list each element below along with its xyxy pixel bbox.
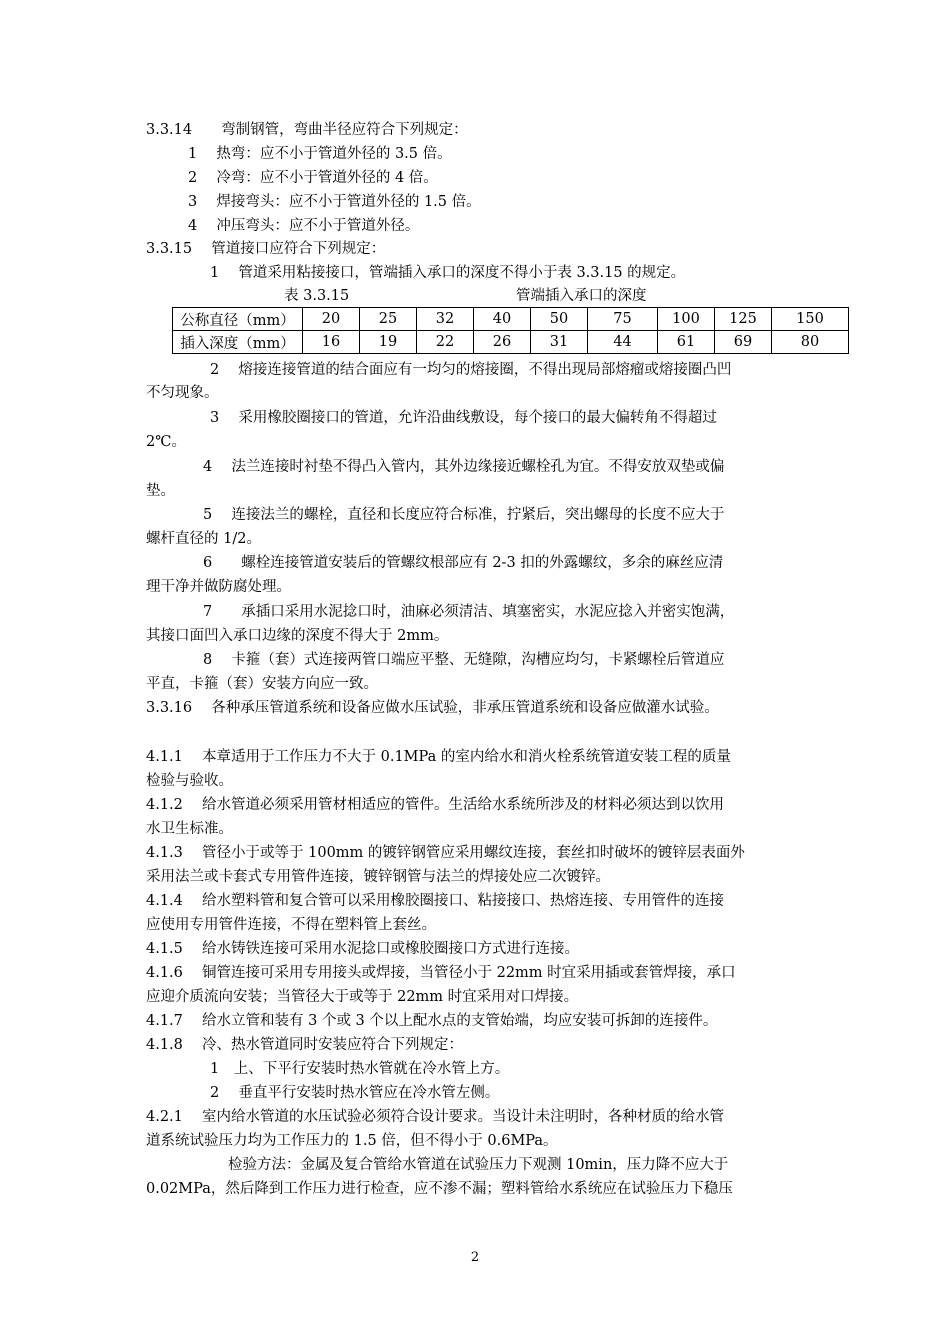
table-cell: 20 (303, 308, 360, 331)
text-line: 4.1.6 铜管连接可采用专用接头或焊接，当管径小于 22mm 时宜采用插或套管焊接，承口 (146, 965, 736, 981)
text-line: 3 采用橡胶圈接口的管道，允许沿曲线敷设，每个接口的最大偏转角不得超过 (210, 410, 717, 426)
text-line: 1 管道采用粘接接口，管端插入承口的深度不得小于表 3.3.15 的规定。 (210, 265, 686, 281)
table-cell: 69 (715, 331, 772, 354)
table-cell: 44 (588, 331, 658, 354)
table-cell: 31 (531, 331, 588, 354)
text-line: 检验与验收。 (146, 773, 233, 789)
text-line: 4 法兰连接时衬垫不得凸入管内，其外边缘接近螺栓孔为宜。不得安放双垫或偏 (203, 459, 725, 475)
text-line: 8 卡箍（套）式连接两管口端应平整、无缝隙，沟槽应均匀，卡紧螺栓后管道应 (203, 652, 725, 668)
table-cell: 80 (772, 331, 849, 354)
text-line: 2℃。 (146, 434, 186, 450)
text-line: 1 热弯：应不小于管道外径的 3.5 倍。 (188, 146, 452, 162)
text-line: 3 焊接弯头：应不小于管道外径的 1.5 倍。 (188, 194, 481, 210)
text-line: 4.1.5 给水铸铁连接可采用水泥捻口或橡胶圈接口方式进行连接。 (146, 941, 580, 957)
text-line: 采用法兰或卡套式专用管件连接，镀锌钢管与法兰的焊接处应二次镀锌。 (146, 869, 610, 885)
text-line: 4.1.4 给水塑料管和复合管可以采用橡胶圈接口、粘接接口、热熔连接、专用管件的连接 (146, 893, 724, 909)
text-line: 0.02MPa，然后降到工作压力进行检查，应不渗不漏；塑料管给水系统应在试验压力下稳压 (146, 1181, 733, 1197)
text-line: 7 承插口采用水泥捻口时，油麻必须清洁、填塞密实，水泥应捻入并密实饱满， (203, 604, 735, 620)
row-header-cell: 公称直径（mm） (173, 308, 303, 331)
table-cell: 26 (474, 331, 531, 354)
table-cell: 125 (715, 308, 772, 331)
text-line: 3.3.16 各种承压管道系统和设备应做水压试验，非承压管道系统和设备应做灌水试验。 (146, 700, 719, 716)
insertion-depth-table (172, 307, 849, 354)
text-line: 其接口面凹入承口边缘的深度不得大于 2mm。 (146, 628, 449, 644)
text-line: 4.1.7 给水立管和装有 3 个或 3 个以上配水点的支管始端，均应安装可拆卸的连接件。 (146, 1013, 718, 1029)
text-line: 1 上、下平行安装时热水管就在冷水管上方。 (210, 1061, 510, 1077)
table-cell: 100 (658, 308, 715, 331)
text-line: 4.2.1 室内给水管道的水压试验必须符合设计要求。当设计未注明时，各种材质的给水管 (146, 1109, 724, 1125)
table-row (173, 331, 849, 354)
row-header-cell: 插入深度（mm） (173, 331, 303, 354)
text-line: 5 连接法兰的螺栓，直径和长度应符合标准，拧紧后，突出螺母的长度不应大于 (203, 507, 725, 523)
table-cell: 75 (588, 308, 658, 331)
text-line: 4 冲压弯头：应不小于管道外径。 (188, 218, 420, 234)
text-line: 2 熔接连接管道的结合面应有一均匀的熔接圈，不得出现局部熔瘤或熔接圈凸凹 (210, 362, 732, 378)
text-line: 3.3.14 弯制钢管，弯曲半径应符合下列规定： (146, 122, 468, 138)
text-line: 检验方法：金属及复合管给水管道在试验压力下观测 10min，压力降不应大于 (228, 1157, 729, 1173)
text-line: 垫。 (146, 483, 175, 499)
table-cell: 150 (772, 308, 849, 331)
table-cell: 22 (417, 331, 474, 354)
text-line: 水卫生标准。 (146, 821, 233, 837)
text-line: 4.1.1 本章适用于工作压力不大于 0.1MPa 的室内给水和消火栓系统管道安装工程的质量 (146, 749, 731, 765)
table-caption-title: 管端插入承口的深度 (516, 288, 647, 304)
text-line: 3.3.15 管道接口应符合下列规定： (146, 241, 386, 257)
page-number: 2 (470, 1250, 480, 1265)
table-row (173, 308, 849, 331)
table-cell: 61 (658, 331, 715, 354)
text-line: 理干净并做防腐处理。 (146, 579, 291, 595)
table-caption-number: 表 3.3.15 (284, 288, 350, 304)
text-line: 6 螺栓连接管道安装后的管螺纹根部应有 2-3 扣的外露螺纹，多余的麻丝应清 (203, 555, 724, 571)
text-line: 平直，卡箍（套）安装方向应一致。 (146, 676, 378, 692)
text-line: 4.1.3 管径小于或等于 100mm 的镀锌钢管应采用螺纹连接，套丝扣时破坏的镀锌层表面外 (146, 845, 745, 861)
text-line: 4.1.2 给水管道必须采用管材相适应的管件。生活给水系统所涉及的材料必须达到以饮用 (146, 797, 724, 813)
text-line: 道系统试验压力均为工作压力的 1.5 倍，但不得小于 0.6MPa。 (146, 1133, 558, 1149)
text-line: 应使用专用管件连接，不得在塑料管上套丝。 (146, 917, 436, 933)
text-line: 应迎介质流向安装；当管径大于或等于 22mm 时宜采用对口焊接。 (146, 989, 579, 1005)
text-line: 2 垂直平行安装时热水管应在冷水管左侧。 (210, 1085, 500, 1101)
text-line: 4.1.8 冷、热水管道同时安装应符合下列规定： (146, 1037, 464, 1053)
text-line: 2 冷弯：应不小于管道外径的 4 倍。 (188, 170, 438, 186)
table-cell: 25 (360, 308, 417, 331)
table-cell: 16 (303, 331, 360, 354)
table-cell: 50 (531, 308, 588, 331)
text-line: 螺杆直径的 1/2。 (146, 531, 261, 547)
table-cell: 40 (474, 308, 531, 331)
table-cell: 19 (360, 331, 417, 354)
text-line: 不匀现象。 (146, 385, 219, 401)
table-cell: 32 (417, 308, 474, 331)
